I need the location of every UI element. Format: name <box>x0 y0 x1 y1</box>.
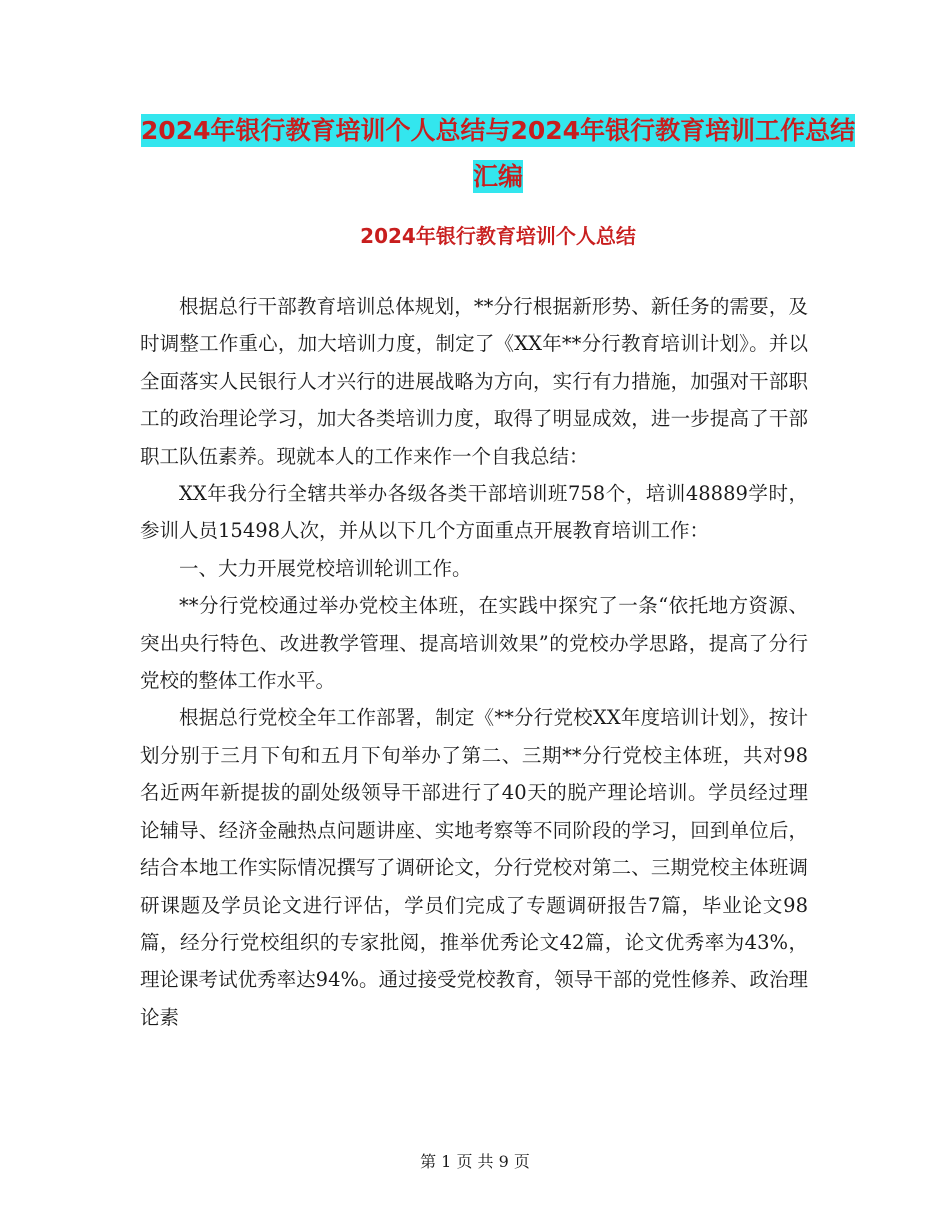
document-title <box>140 108 856 200</box>
section-title: 2024年银行教育培训个人总结 <box>360 224 636 248</box>
paragraph: **分行党校通过举办党校主体班，在实践中探究了一条“依托地方资源、突出央行特色、改进教学管理、提高培训效果”的党校办学思路，提高了分行党校的整体工作水平。 <box>140 594 808 693</box>
page-number-indicator: 第 1 页 共 9 页 <box>420 1152 530 1171</box>
paragraph: XX年我分行全辖共举办各级各类干部培训班758个，培训48889学时，参训人员15498人次，并从以下几个方面重点开展教育培训工作： <box>140 482 808 543</box>
paragraph: 一、大力开展党校培训轮训工作。 <box>179 556 472 580</box>
paragraph: 根据总行干部教育培训总体规划，**分行根据新形势、新任务的需要，及时调整工作重心，加大培训力度，制定了《XX年**分行教育培训计划》。并以全面落实人民银行人才兴行的进展战略为方向，实行有力措施，加强对干部职工的政治理论学习，加大各类培训力度，取得了明显成效，进一步提高了干部职工队伍素养。现就本人的工作来作一个自我总结： <box>140 295 808 468</box>
page-footer <box>0 1150 950 1174</box>
paragraph: 根据总行党校全年工作部署，制定《**分行党校XX年度培训计划》，按计划分别于三月下旬和五月下旬举办了第二、三期**分行党校主体班，共对98名近两年新提拔的副处级领导干部进行了40天的脱产理论培训。学员经过理论辅导、经济金融热点问题讲座、实地考察等不同阶段的学习，回到单位后，结合本地工作实际情况撰写了调研论文，分行党校对第二、三期党校主体班调研课题及学员论文进行评估，学员们完成了专题调研报告7篇，毕业论文98篇，经分行党校组织的专家批阅，推举优秀论文42篇，论文优秀率为43%，理论课考试优秀率达94%。通过接受党校教育，领导干部的党性修养、政治理论素 <box>140 706 808 1029</box>
document-title-text: 2024年银行教育培训个人总结与2024年银行教育培训工作总结汇编 <box>140 116 856 191</box>
document-body <box>140 288 808 1036</box>
